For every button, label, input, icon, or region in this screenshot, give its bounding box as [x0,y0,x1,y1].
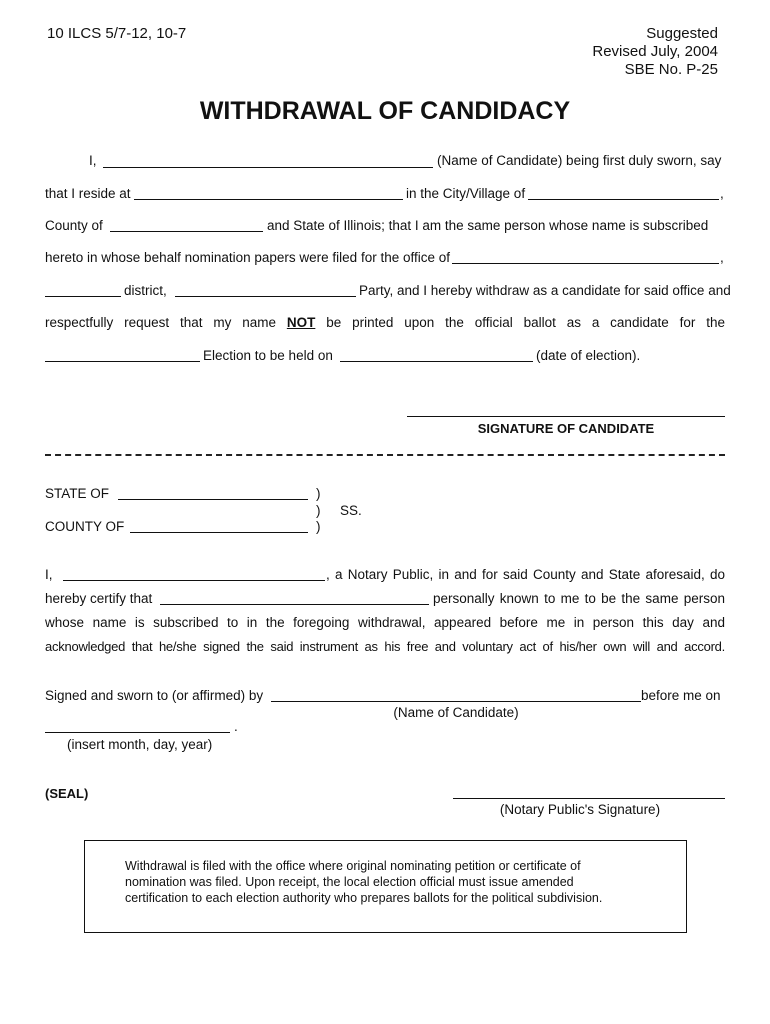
office-label: hereto in whose behalf nomination papers were filed for the office of [45,250,450,265]
reside-label: that I reside at [45,186,131,201]
filing-note-box [84,840,687,933]
statute-citation: 10 ILCS 5/7-12, 10-7 [47,25,187,42]
revised-date: Revised July, 2004 [592,43,718,60]
not-emphasis: NOT [286,315,316,330]
notary-county-field[interactable] [130,532,308,533]
city-village-field[interactable] [528,199,719,200]
suggested-label: Suggested [646,25,718,42]
county-label: County of [45,218,103,233]
district-field[interactable] [45,296,121,297]
form-title: WITHDRAWAL OF CANDIDACY [199,97,571,125]
word: my [213,315,232,330]
bracket: ) [316,486,321,501]
subscribed-text: whose name is subscribed to in the foregoing withdrawal, appeared before me in person this day and [45,615,725,630]
hereby-certify-label: hereby certify that [45,591,153,606]
date-of-election-text: (date of election). [536,348,641,363]
personally-known-phrase: personally known to me to be the same person [433,591,725,606]
acknowledged-line [45,639,725,654]
section-divider [45,454,725,456]
candidate-signature-line[interactable] [407,416,725,417]
word: as [566,315,581,330]
election-name-field[interactable] [45,361,200,362]
insert-date-caption: (insert month, day, year) [67,737,213,752]
sworn-candidate-name-field[interactable] [271,701,641,702]
notary-public-text [326,567,725,582]
name-of-candidate-caption: (Name of Candidate) [393,705,519,720]
election-date-field[interactable] [340,361,533,362]
notary-name-field[interactable] [63,580,325,581]
word: printed [352,315,394,330]
word: request [124,315,170,330]
word: respectfully [45,315,114,330]
certified-person-field[interactable] [160,604,429,605]
notary-signature-line[interactable] [453,798,725,799]
word: be [326,315,342,330]
state-of-label: STATE OF [45,486,109,501]
word: upon [404,315,435,330]
election-held-label: Election to be held on [203,348,333,363]
office-field[interactable] [452,263,719,264]
name-of-candidate-text: (Name of Candidate) being first duly sworn, say [437,153,722,168]
notary-signature-caption: (Notary Public's Signature) [499,802,661,817]
i-label: I, [89,153,97,168]
party-field[interactable] [175,296,356,297]
bracket: ) [316,519,321,534]
word: ballot [523,315,556,330]
subscribed-line [45,615,725,630]
city-village-label: in the City/Village of [406,186,526,201]
form-number: SBE No. P-25 [624,61,718,78]
word: a [591,315,600,330]
word: the [706,315,725,330]
word: official [474,315,513,330]
candidate-name-field[interactable] [103,167,433,168]
period: . [234,719,238,734]
form-revision-block [592,25,718,79]
bracket: ) [316,503,321,518]
word: the [445,315,464,330]
county-of-label: COUNTY OF [45,519,125,534]
word: that [180,315,203,330]
word: candidate [610,315,669,330]
sworn-date-field[interactable] [45,732,230,733]
word: for [679,315,696,330]
party-withdraw-text: Party, and I hereby withdraw as a candidate for said office and [359,283,731,298]
comma: , [720,250,724,265]
notary-i-label: I, [45,567,53,582]
state-of-illinois-text: and State of Illinois; that I am the same person whose name is subscribed [267,218,709,233]
ss-label: SS. [340,503,362,518]
filing-note-text: Withdrawal is filed with the office where original nominating petition or certificate of nomination was filed. Upon receipt, the local election official must issue amended certification to each election authority who prepares ballots for the political subdivision. [125,859,603,905]
seal-label: (SEAL) [45,786,89,801]
county-field[interactable] [110,231,263,232]
before-me-on-label: before me on [641,688,721,703]
residence-address-field[interactable] [134,199,403,200]
district-label: district, [124,283,167,298]
state-field[interactable] [118,499,308,500]
request-line [45,315,725,330]
acknowledged-text: acknowledged that he/she signed the said instrument as his free and voluntary act of his/her own will and accord. [45,639,725,654]
signed-sworn-label: Signed and sworn to (or affirmed) by [45,688,264,703]
personally-known-text [433,591,725,606]
signature-of-candidate-label: SIGNATURE OF CANDIDATE [477,421,655,436]
comma: , [720,186,724,201]
word: name [242,315,276,330]
notary-public-phrase: , a Notary Public, in and for said County and State aforesaid, do [326,567,725,582]
